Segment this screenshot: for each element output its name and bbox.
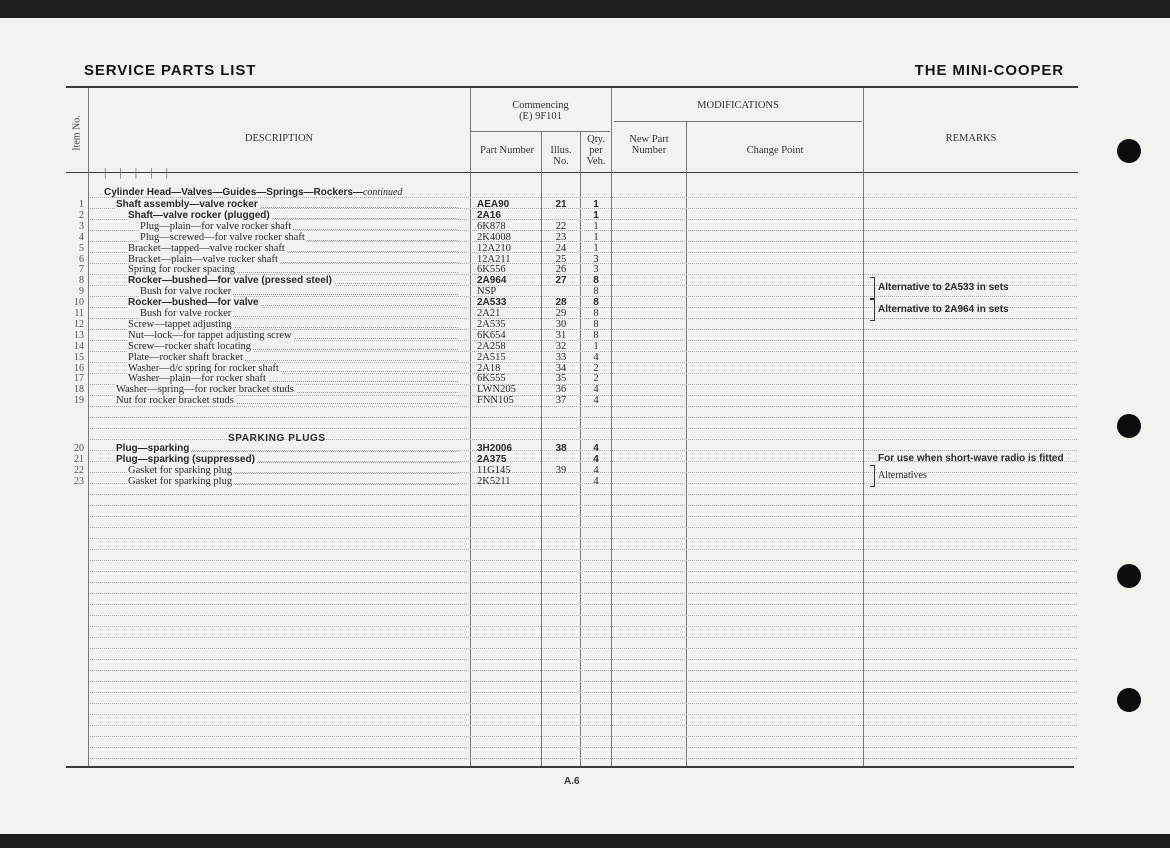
row-item-no: 4 [79,231,84,243]
row-part-number: 2A18 [477,362,501,374]
row-description: Washer—d/c spring for rocker shaft [128,363,464,374]
row-qty: 1 [593,209,599,221]
row-qty: 1 [593,242,599,254]
row-description: Screw—rocker shaft locating [128,341,464,352]
remark-bracket [870,277,875,299]
remark-item-21: For use when short-wave radio is fitted [878,453,1064,464]
punch-hole-icon [1117,139,1141,163]
punch-hole-icon [1117,688,1141,712]
row-part-number: 2A258 [477,340,506,352]
table-row [0,221,1170,232]
document-title: SERVICE PARTS LIST [84,62,257,79]
table-row [0,199,1170,210]
row-qty: 3 [593,264,599,276]
row-description: Plate—rocker shaft bracket [128,352,464,363]
row-part-number: 11G145 [477,465,511,476]
row-part-number: 2A515 [477,351,506,363]
row-item-no: 8 [79,275,84,287]
modifications-sub-rule [614,121,862,122]
column-header-rule [66,172,1078,173]
row-illus-no: 37 [555,395,567,407]
row-part-number: 2K5211 [477,476,511,487]
row-item-no: 5 [79,242,84,254]
row-item-no: 15 [74,351,84,363]
row-illus-no: 39 [555,465,567,476]
page-number: A.6 [564,776,580,787]
ruled-line [90,538,1077,539]
row-illus-no: 28 [555,297,567,309]
row-item-no: 6 [79,253,84,265]
punch-hole-icon [1117,414,1141,438]
table-row [0,363,1170,374]
row-description: Shaft—valve rocker (plugged) [128,210,464,221]
change-point-header: Change Point [746,145,804,156]
row-qty: 1 [593,220,599,232]
row-description: Washer—spring—for rocker bracket studs [116,384,464,395]
row-item-no: 1 [79,199,84,210]
row-illus-no: 21 [555,199,567,210]
row-illus-no: 30 [555,318,567,330]
row-qty: 2 [593,362,599,374]
ruled-line [90,560,1077,561]
row-description: Washer—plain—for rocker shaft [128,373,464,384]
row-qty: 8 [593,308,599,319]
row-description: Gasket for sparking plug [128,465,464,476]
row-item-no: 23 [74,476,84,487]
row-description: Plug—sparking [116,443,464,454]
ruled-line [90,571,1077,572]
ruled-line [90,428,1077,429]
table-row [0,330,1170,341]
row-part-number: 2A964 [477,275,507,287]
row-illus-no: 23 [555,231,567,243]
row-item-no: 21 [74,454,84,465]
row-qty: 1 [593,199,599,210]
row-illus-no: 31 [555,329,567,341]
table-row [0,210,1170,221]
commencing-sub-rule [470,131,610,132]
ruled-line [90,615,1077,616]
row-description: Shaft assembly—valve rocker [116,199,464,210]
remark-items-22-23: Alternatives [878,470,927,481]
row-description: Rocker—bushed—for valve (pressed steel) [128,275,464,286]
row-description: Screw—tappet adjusting [128,319,464,330]
scan-bottom-border [0,834,1170,848]
row-item-no: 17 [74,373,84,385]
row-description: Bush for valve rocker [140,286,464,297]
row-item-no: 12 [74,318,84,330]
row-qty: 1 [593,231,599,243]
row-item-no: 10 [74,297,84,309]
ruled-line [90,692,1077,693]
table-row [0,319,1170,330]
part-number-header: Part Number [480,145,534,156]
group-heading: Cylinder Head—Valves—Guides—Springs—Rockers—continued [104,187,403,198]
ruled-line [90,681,1077,682]
row-item-no: 18 [74,384,84,396]
ruled-line [90,417,1077,418]
row-qty: 8 [593,329,599,341]
remark-bracket [870,299,875,321]
ruled-line [90,494,1077,495]
row-illus-no: 26 [555,264,567,276]
row-qty: 4 [593,384,599,396]
ruled-line [90,516,1077,517]
table-row [0,243,1170,254]
row-part-number: FNN105 [477,395,514,407]
footer-rule [66,766,1074,768]
description-header: DESCRIPTION [244,133,314,144]
row-illus-no: 38 [555,443,567,454]
row-item-no: 3 [79,220,84,232]
row-part-number: 12A211 [477,253,511,265]
row-description: Plug—plain—for valve rocker shaft [140,221,464,232]
table-row [0,395,1170,406]
row-part-number: 2A375 [477,454,507,465]
table-row [0,465,1170,476]
row-qty: 4 [593,465,599,476]
row-item-no: 11 [74,308,84,319]
ruled-line [90,604,1077,605]
row-illus-no: 36 [555,384,567,396]
remark-item-10: Alternative to 2A964 in sets [878,304,1009,315]
ruled-line [90,659,1077,660]
ruled-line [90,648,1077,649]
table-row [0,476,1170,487]
remark-item-8: Alternative to 2A533 in sets [878,282,1009,293]
row-qty: 4 [593,454,599,465]
row-illus-no: 29 [555,308,567,319]
commencing-header: Commencing [512,100,569,111]
table-row [0,352,1170,363]
ruled-line [90,505,1077,506]
ruled-line [90,582,1077,583]
ruled-line [90,637,1077,638]
row-item-no: 19 [74,395,84,407]
ruled-line [90,703,1077,704]
punch-hole-icon [1117,564,1141,588]
row-illus-no: 22 [555,220,567,232]
row-illus-no: 25 [555,253,567,265]
ruled-line [90,527,1077,528]
row-description: Rocker—bushed—for valve [128,297,464,308]
ruled-line [90,736,1077,737]
ruled-line [90,593,1077,594]
vehicle-title: THE MINI-COOPER [914,62,1064,79]
ruled-line [90,725,1077,726]
row-qty: 8 [593,297,599,309]
row-part-number: 6K654 [477,329,506,341]
row-description: Plug—sparking (suppressed) [116,454,464,465]
row-illus-no: 34 [555,362,567,374]
table-row [0,232,1170,243]
commencing-serial: (E) 9F101 [519,111,562,122]
row-part-number: 2A533 [477,297,507,309]
ruled-line [90,626,1077,627]
new-part-number-header: New Part Number [629,134,669,156]
qty-header: Qty. per Veh. [586,134,606,167]
row-description: Spring for rocker spacing [128,264,464,275]
row-part-number: NSP [477,286,497,298]
ruled-line [90,670,1077,671]
row-item-no: 14 [74,340,84,352]
row-item-no: 7 [79,264,84,276]
table-row [0,254,1170,265]
row-qty: 8 [593,275,599,287]
row-illus-no: 24 [555,242,567,254]
row-item-no: 20 [74,443,84,454]
row-item-no: 9 [79,286,84,298]
scan-top-border [0,0,1170,18]
row-part-number: 12A210 [477,242,511,254]
remark-bracket [870,465,875,487]
row-description: Bush for valve rocker [140,308,464,319]
modifications-header: MODIFICATIONS [697,100,779,111]
row-item-no: 13 [74,329,84,341]
row-part-number: AEA90 [477,199,510,210]
ruled-line [90,549,1077,550]
row-qty: 8 [593,318,599,330]
row-illus-no: 32 [555,340,567,352]
remarks-header: REMARKS [945,133,997,144]
row-illus-no: 35 [555,373,567,385]
row-part-number: 6K555 [477,373,506,385]
row-item-no: 22 [74,465,84,476]
row-part-number: LWN205 [477,384,516,396]
row-description: Nut for rocker bracket studs [116,395,464,406]
row-item-no: 2 [79,209,84,221]
row-qty: 8 [593,286,599,298]
row-illus-no: 27 [555,275,567,287]
table-row [0,384,1170,395]
row-description: Gasket for sparking plug [128,476,464,487]
ruled-line [90,758,1077,759]
row-part-number: 6K556 [477,264,506,276]
item-no-header: Item No. [71,115,83,151]
row-part-number: 3H2006 [477,443,513,454]
table-row [0,264,1170,275]
row-qty: 4 [593,351,599,363]
illus-no-header: Illus. No. [550,145,572,167]
row-qty: 4 [593,395,599,407]
ruled-line [90,714,1077,715]
row-description: Bracket—tapped—valve rocker shaft [128,243,464,254]
row-description: Bracket—plain—valve rocker shaft [128,254,464,265]
ruled-line [90,747,1077,748]
row-description: Plug—screwed—for valve rocker shaft [140,232,464,243]
indent-ticks: | | | | | [104,165,174,179]
row-qty: 4 [593,443,599,454]
row-part-number: 6K878 [477,220,506,232]
row-illus-no: 33 [555,351,567,363]
row-qty: 3 [593,253,599,265]
row-part-number: 2A21 [477,308,501,319]
row-part-number: 2A16 [477,209,501,221]
table-row [0,341,1170,352]
row-qty: 4 [593,476,599,487]
section-heading: SPARKING PLUGS [228,433,326,444]
row-part-number: 2A535 [477,318,506,330]
row-qty: 1 [593,340,599,352]
row-item-no: 16 [74,362,84,374]
row-description: Nut—lock—for tappet adjusting screw [128,330,464,341]
row-qty: 2 [593,373,599,385]
row-part-number: 2K4008 [477,231,511,243]
table-row [0,373,1170,384]
header-rule [66,86,1078,88]
